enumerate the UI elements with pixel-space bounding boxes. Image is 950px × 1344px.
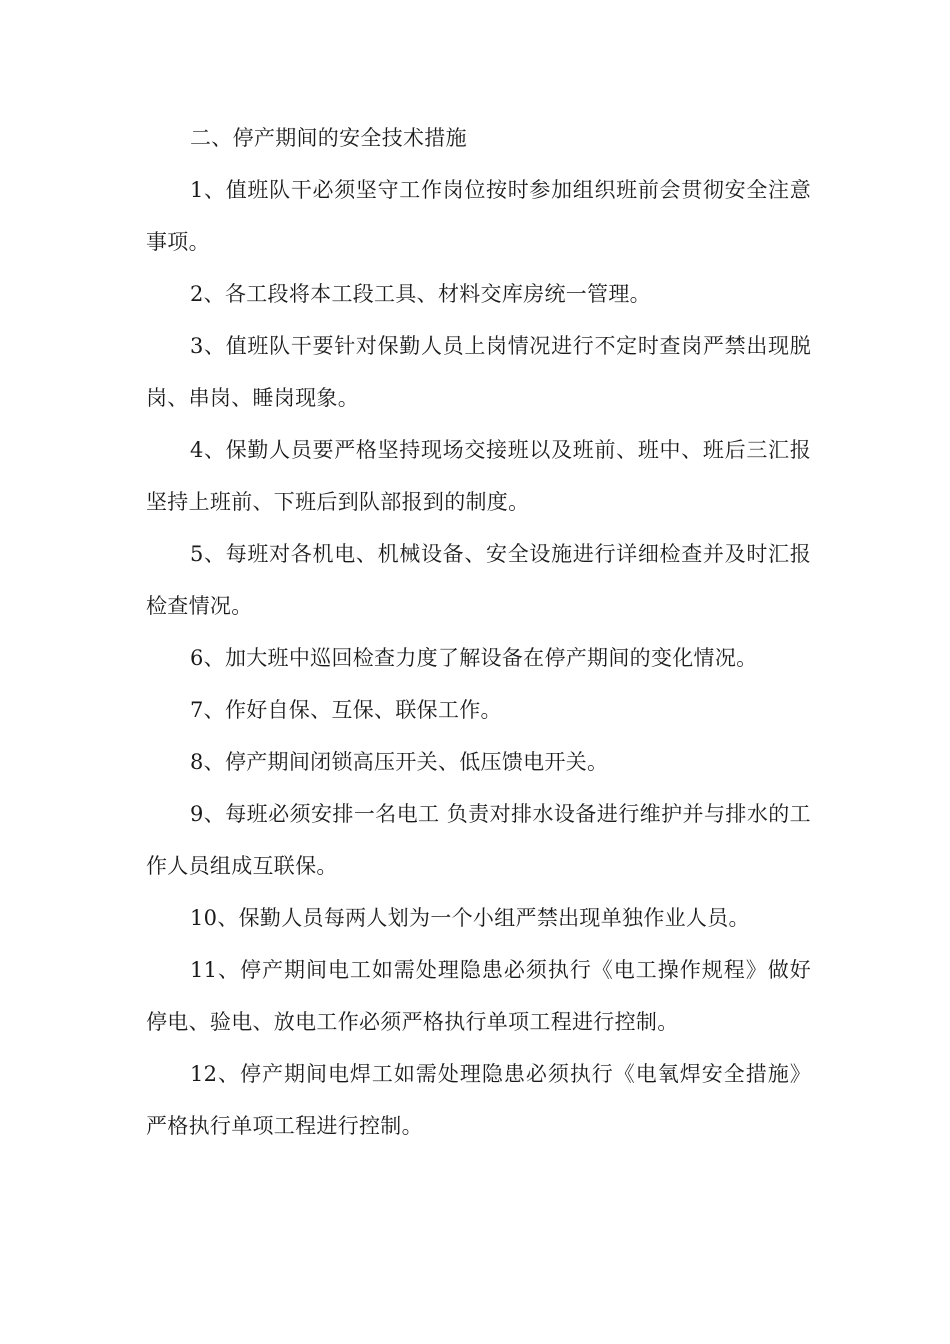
measure-item-4: 4、保勤人员要严格坚持现场交接班以及班前、班中、班后三汇报坚持上班前、下班后到队部报到的制度。 [146,438,811,514]
measure-item-7: 7、作好自保、互保、联保工作。 [190,698,502,722]
measure-item-5: 5、每班对各机电、机械设备、安全设施进行详细检查并及时汇报检查情况。 [146,542,811,618]
measure-item-11: 11、停产期间电工如需处理隐患必须执行《电工操作规程》做好停电、验电、放电工作必须严格执行单项工程进行控制。 [146,958,811,1034]
measure-item-12: 12、停产期间电焊工如需处理隐患必须执行《电氧焊安全措施》严格执行单项工程进行控制。 [146,1062,811,1138]
measure-item-2: 2、各工段将本工段工具、材料交库房统一管理。 [190,282,651,306]
document-body [146,112,811,1152]
measure-item-3: 3、值班队干要针对保勤人员上岗情况进行不定时查岗严禁出现脱岗、串岗、睡岗现象。 [146,334,811,410]
measure-item-6: 6、加大班中巡回检查力度了解设备在停产期间的变化情况。 [190,646,758,670]
measure-item-9: 9、每班必须安排一名电工 负责对排水设备进行维护并与排水的工作人员组成互联保。 [146,802,811,878]
measure-item-10: 10、保勤人员每两人划为一个小组严禁出现单独作业人员。 [190,906,750,930]
section-heading: 二、停产期间的安全技术措施 [190,126,467,150]
measure-item-1: 1、值班队干必须坚守工作岗位按时参加组织班前会贯彻安全注意事项。 [146,178,811,254]
measure-item-8: 8、停产期间闭锁高压开关、低压馈电开关。 [190,750,609,774]
